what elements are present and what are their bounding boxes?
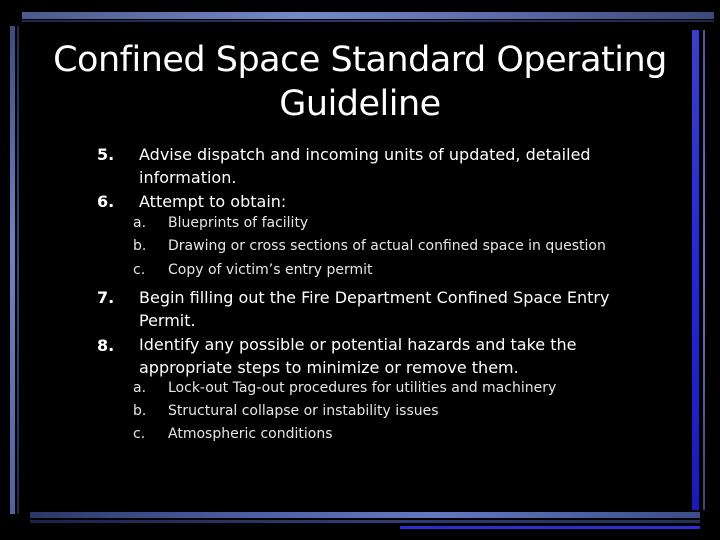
slide-title: Confined Space Standard Operating Guideline bbox=[53, 40, 667, 124]
list-item-text: Attempt to obtain: bbox=[139, 192, 287, 211]
sub-item-letter: a. bbox=[133, 215, 147, 231]
list-item-number: 5. bbox=[97, 145, 115, 164]
sub-item-text: Drawing or cross sections of actual confined space in question bbox=[168, 238, 606, 254]
sub-item-text: Copy of victim’s entry permit bbox=[168, 262, 373, 278]
sub-item-letter: a. bbox=[133, 380, 147, 396]
sub-item-text: Atmospheric conditions bbox=[168, 426, 333, 442]
sub-item-text: Blueprints of facility bbox=[168, 215, 309, 231]
list-item-number: 6. bbox=[97, 192, 115, 211]
list-item-text: Identify any possible or potential hazards and take the appropriate steps to minimize or remove them. bbox=[139, 335, 577, 377]
list-item-number: 7. bbox=[97, 288, 115, 307]
list-item-text: Advise dispatch and incoming units of updated, detailed information. bbox=[139, 145, 591, 187]
sub-item-text: Structural collapse or instability issues bbox=[168, 403, 439, 419]
sub-item-text: Lock-out Tag-out procedures for utilities and machinery bbox=[168, 380, 557, 396]
sub-item-letter: c. bbox=[133, 262, 146, 278]
list-item-number: 8. bbox=[97, 336, 115, 355]
sub-item-letter: c. bbox=[133, 426, 146, 442]
sub-item-letter: b. bbox=[133, 403, 147, 419]
sub-item-letter: b. bbox=[133, 238, 147, 254]
list-item-text: Begin filling out the Fire Department Confined Space Entry Permit. bbox=[139, 288, 610, 330]
